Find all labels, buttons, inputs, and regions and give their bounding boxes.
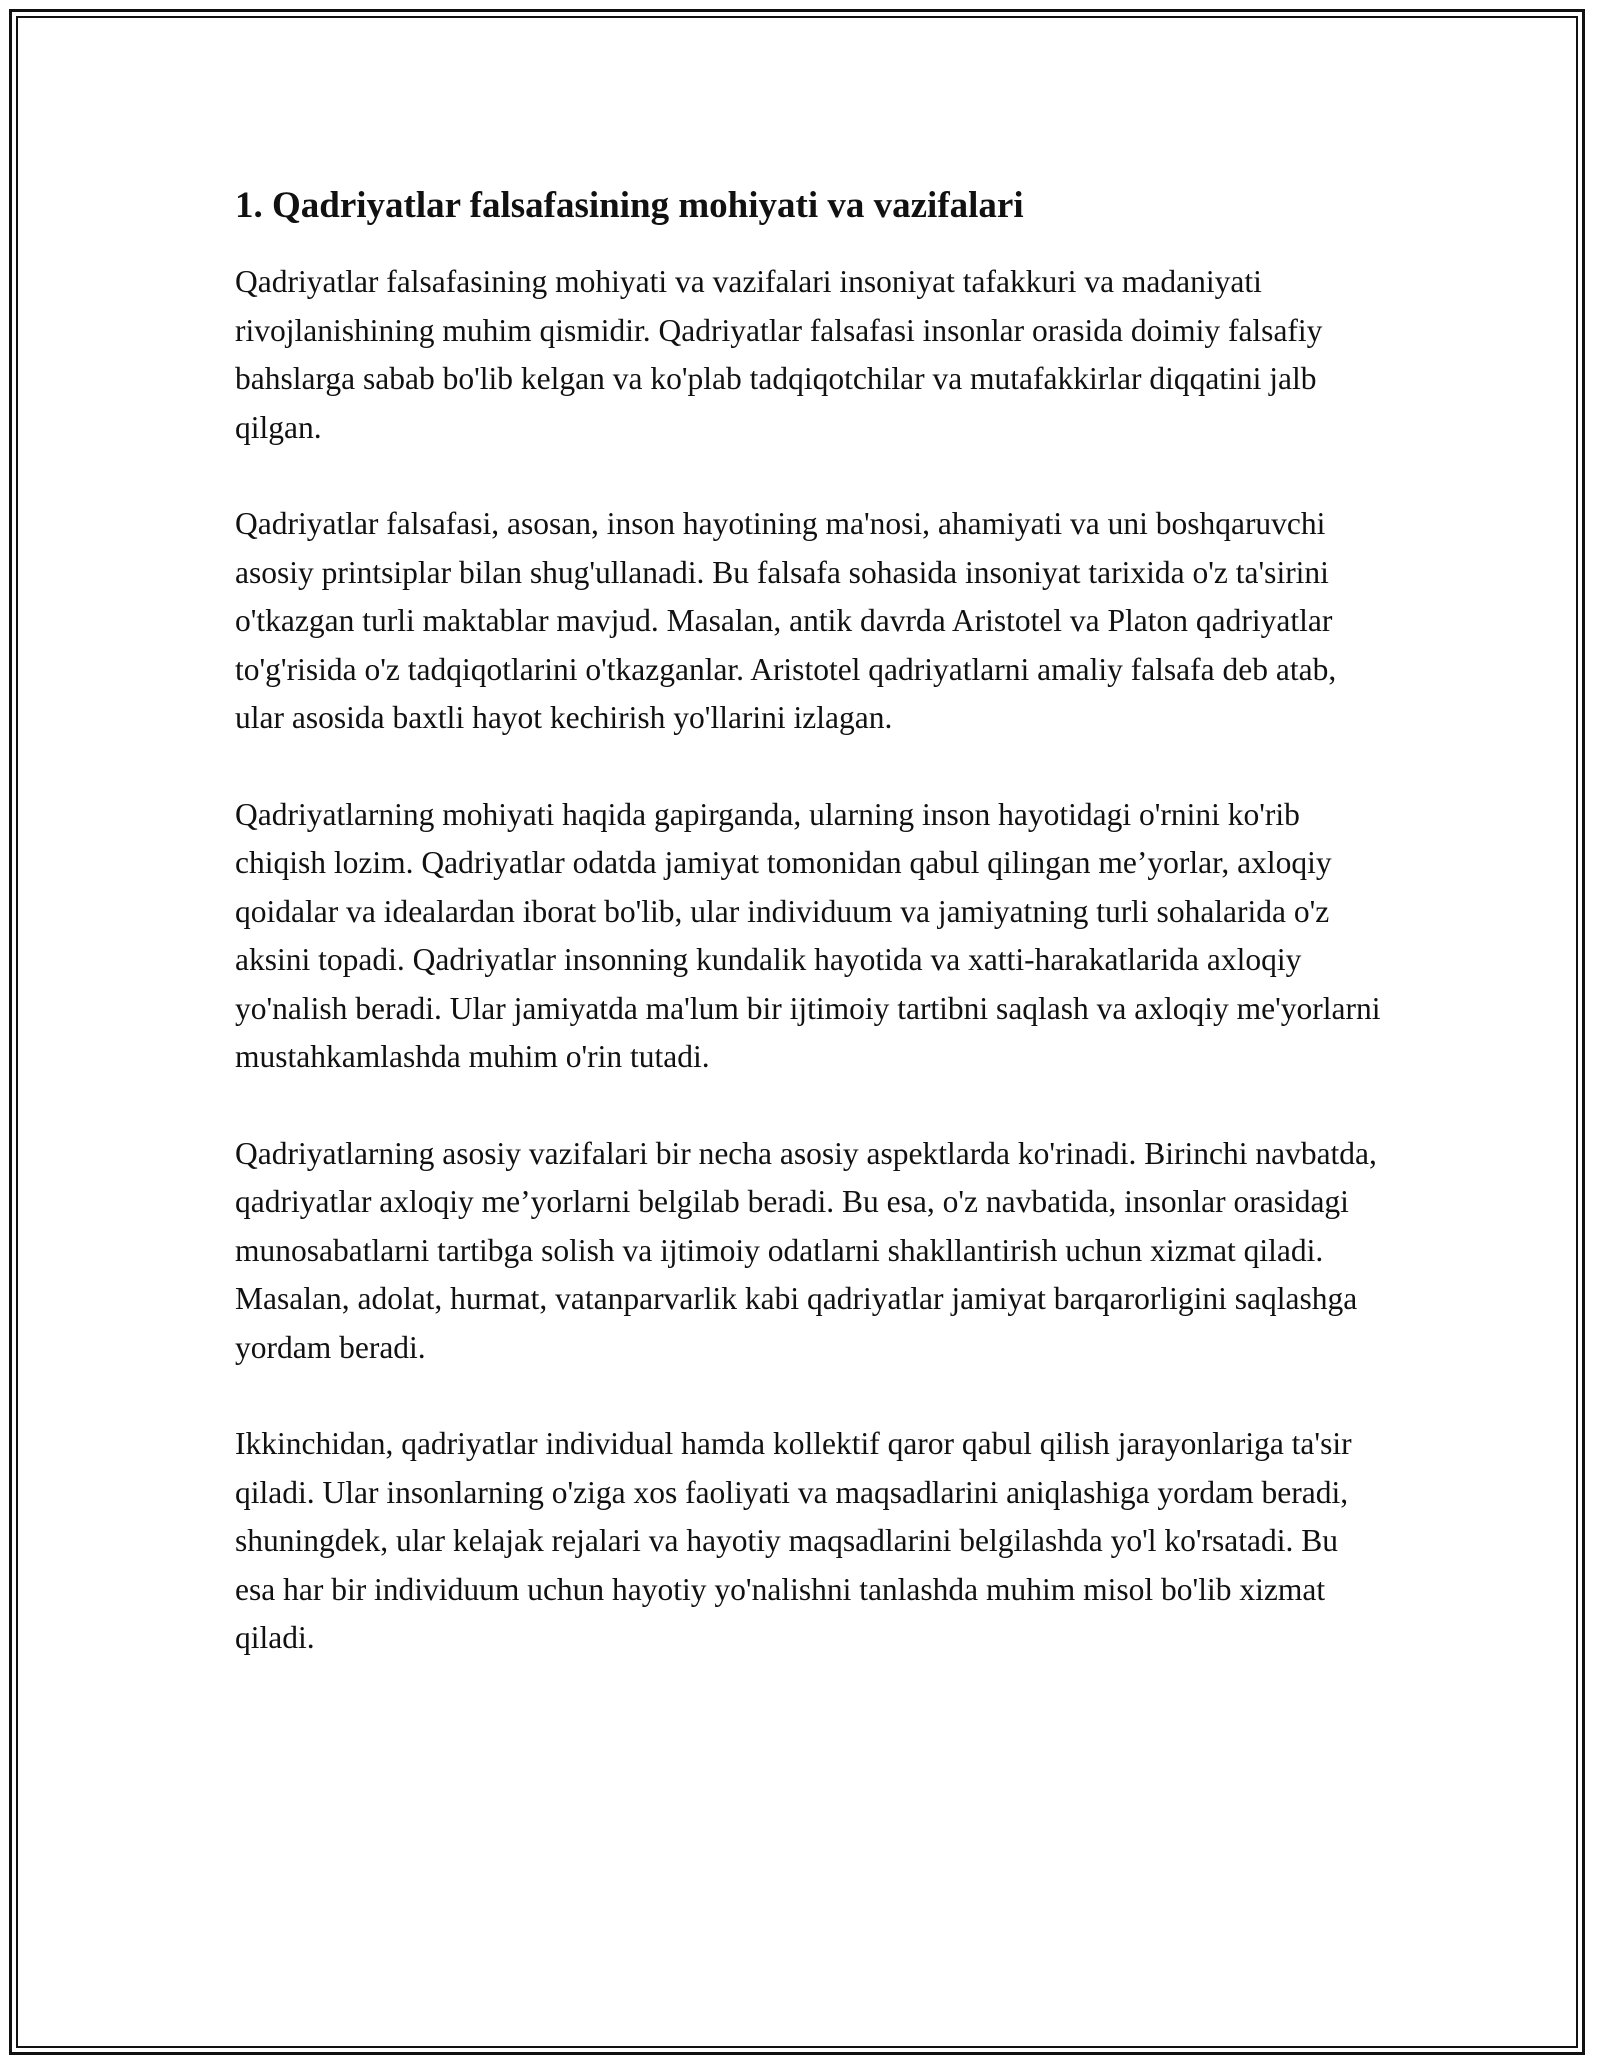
paragraph-5: Ikkinchidan, qadriyatlar individual hamda kollektif qaror qabul qilish jarayonlariga ta'sir qiladi. Ular insonlarning o'ziga xos faoliyati va maqsadlarini aniqlashiga yordam beradi, shuningdek, ular kelajak rejalari va hayotiy maqsadlarini belgilashda yo'l ko'rsatadi. Bu esa har bir individuum uchun hayotiy yo'nalishni tanlashda muhim misol bo'lib xizmat qiladi. [235, 1426, 1352, 1655]
paragraph-1: Qadriyatlar falsafasining mohiyati va vazifalari insoniyat tafakkuri va madaniyati rivojlanishining muhim qismidir. Qadriyatlar falsafasi insonlar orasida doimiy falsafiy bahslarga sabab bo'lib kelgan va ko'plab tadqiqotchilar va mutafakkirlar diqqatini jalb qilgan. [235, 264, 1323, 445]
section-heading: 1. Qadriyatlar falsafasining mohiyati va vazifalari [235, 185, 1024, 226]
paragraph-4: Qadriyatlarning asosiy vazifalari bir necha asosiy aspektlarda ko'rinadi. Birinchi navbatda, qadriyatlar axloqiy me’yorlarni belgilab beradi. Bu esa, o'z navbatida, insonlar orasidagi munosabatlarni tartibga solish va ijtimoiy odatlarni shakllantirish uchun xizmat qiladi. Masalan, adolat, hurmat, vatanparvarlik kabi qadriyatlar jamiyat barqarorligini saqlashga yordam beradi. [235, 1135, 1377, 1365]
document-body [235, 182, 1385, 1711]
paragraph-2: Qadriyatlar falsafasi, asosan, inson hayotining ma'nosi, ahamiyati va uni boshqaruvchi asosiy printsiplar bilan shug'ullanadi. Bu falsafa sohasida insoniyat tarixida o'z ta'sirini o'tkazgan turli maktablar mavjud. Masalan, antik davrda Aristotel va Platon qadriyatlar to'g'risida o'z tadqiqotlarini o'tkazganlar. Aristotel qadriyatlarni amaliy falsafa deb atab, ular asosida baxtli hayot kechirish yo'llarini izlagan. [235, 506, 1337, 735]
paragraph-3: Qadriyatlarning mohiyati haqida gapirganda, ularning inson hayotidagi o'rnini ko'rib chiqish lozim. Qadriyatlar odatda jamiyat tomonidan qabul qilingan me’yorlar, axloqiy qoidalar va idealardan iborat bo'lib, ular individuum va jamiyatning turli sohalarida o'z aksini topadi. Qadriyatlar insonning kundalik hayotida va xatti-harakatlarida axloqiy yo'nalish beradi. Ular jamiyatda ma'lum bir ijtimoiy tartibni saqlash va axloqiy me'yorlarni mustahkamlashda muhim o'rin tutadi. [235, 796, 1381, 1074]
